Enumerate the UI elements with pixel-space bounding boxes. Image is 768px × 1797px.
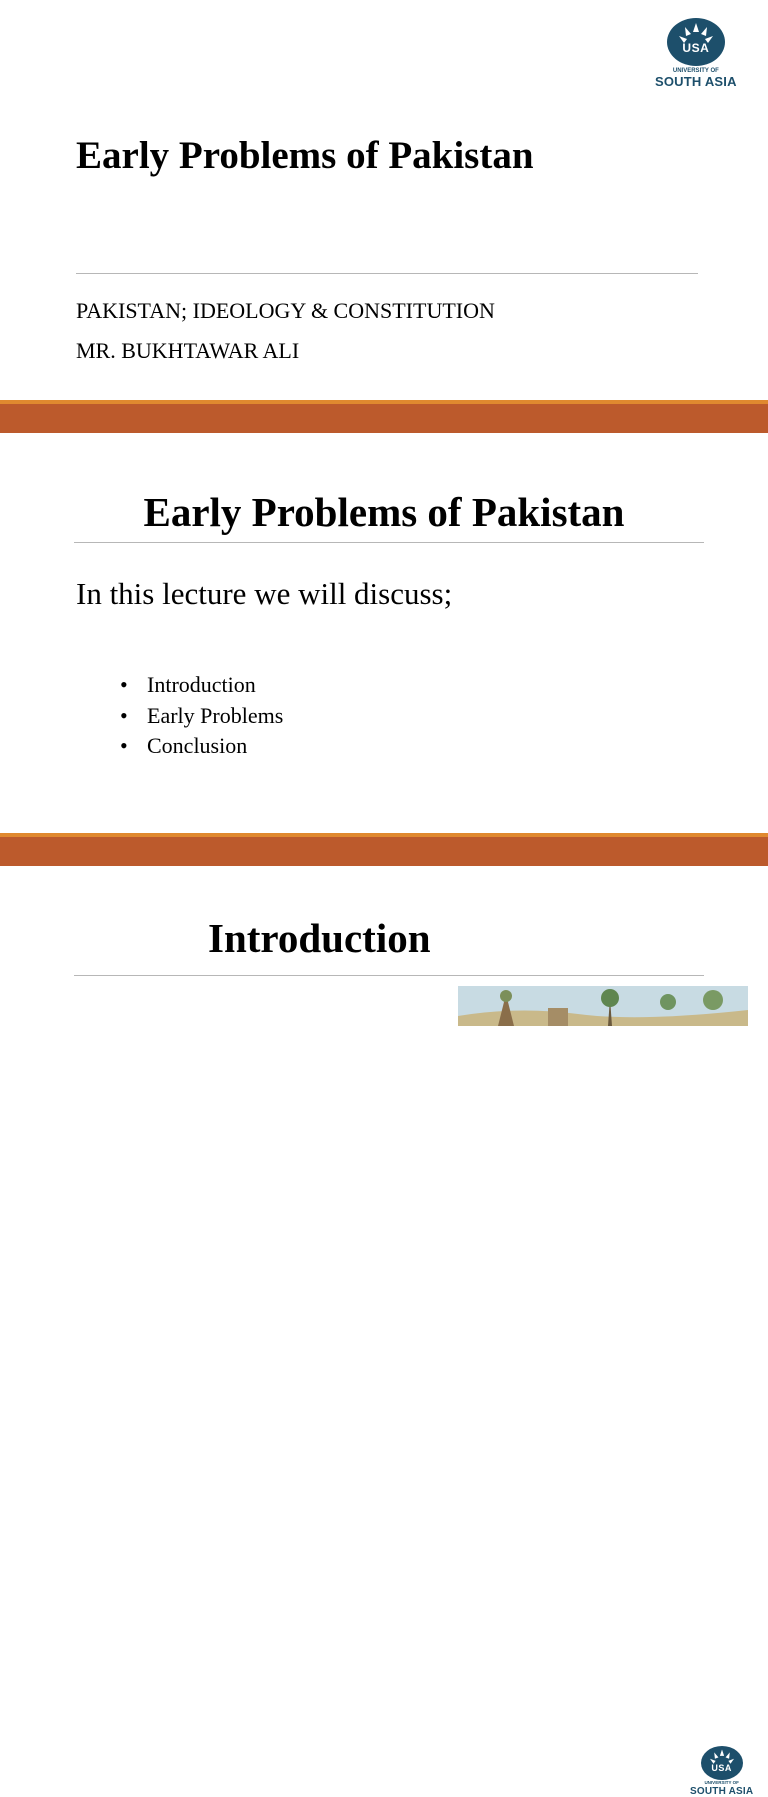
- logo-abbreviation: USA: [682, 41, 710, 55]
- lecture-intro: In this lecture we will discuss;: [76, 576, 453, 611]
- title-divider: [74, 975, 704, 976]
- logo-badge: [701, 1746, 743, 1780]
- slide-title: Introduction: [208, 915, 431, 961]
- instructor-name: MR. BUKHTAWAR ALI: [76, 338, 300, 363]
- slide-title: Early Problems of Pakistan: [76, 134, 534, 177]
- university-logo: [690, 1746, 753, 1797]
- slide-separator: [0, 833, 768, 866]
- slide-title: [0, 488, 768, 536]
- logo-name: SOUTH ASIA: [655, 74, 737, 89]
- agenda-list: [120, 670, 283, 762]
- introduction-slide: [0, 866, 768, 1797]
- logo-name: SOUTH ASIA: [690, 1785, 754, 1797]
- logo-small-text: UNIVERSITY OF: [704, 1780, 739, 1785]
- university-logo: [655, 18, 737, 88]
- slide-title-text: Early Problems of Pakistan: [143, 489, 625, 535]
- landscape-illustration: [458, 986, 748, 1026]
- list-item: • Conclusion: [120, 731, 283, 762]
- list-item: • Introduction: [120, 670, 283, 701]
- title-slide: [0, 0, 768, 400]
- agenda-slide: [0, 433, 768, 833]
- logo-abbreviation: USA: [711, 1762, 732, 1773]
- logo-badge: [667, 18, 725, 66]
- slide-separator: [0, 400, 768, 433]
- illustration-image: [458, 986, 748, 1026]
- course-name: PAKISTAN; IDEOLOGY & CONSTITUTION: [76, 298, 495, 323]
- list-item: • Early Problems: [120, 701, 283, 732]
- title-divider: [74, 542, 704, 543]
- logo-small-text: UNIVERSITY OF: [672, 68, 719, 74]
- title-divider: [76, 273, 698, 274]
